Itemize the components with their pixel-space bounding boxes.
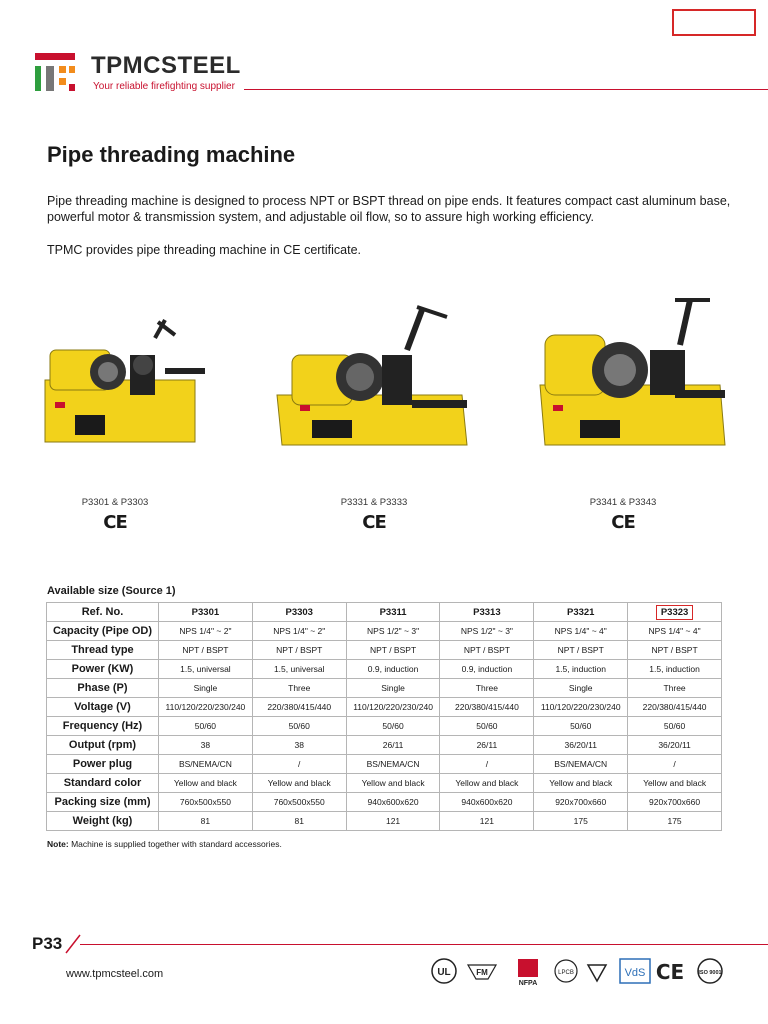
brand-tagline: Your reliable firefighting supplier (93, 81, 235, 92)
table-cell: BS/NEMA/CN (159, 755, 253, 774)
model-header: P3303 (252, 603, 346, 622)
table-cell: 1.5, induction (628, 660, 722, 679)
ce-logo-label: CE (655, 960, 685, 984)
tpmc-logo-icon (35, 53, 75, 91)
table-cell: BS/NEMA/CN (346, 755, 440, 774)
fm-logo-icon (468, 965, 496, 979)
table-cell: 760x500x550 (252, 793, 346, 812)
table-cell: 220/380/415/440 (440, 698, 534, 717)
table-cell: 26/11 (346, 736, 440, 755)
model-header: P3311 (346, 603, 440, 622)
table-cell: Yellow and black (534, 774, 628, 793)
fm-logo-label: FM (476, 968, 488, 977)
table-cell: 1.5, universal (159, 660, 253, 679)
footer-divider (80, 944, 768, 945)
table-cell: 38 (159, 736, 253, 755)
table-cell: NPS 1/4" ~ 4" (534, 622, 628, 641)
table-cell: 81 (252, 812, 346, 831)
table-note (47, 839, 282, 849)
table-cell: 920x700x660 (534, 793, 628, 812)
table-cell: / (628, 755, 722, 774)
ref-no-header: Ref. No. (47, 603, 159, 622)
table-title: Available size (Source 1) (47, 585, 176, 597)
table-cell: 1.5, universal (252, 660, 346, 679)
table-cell: NPT / BSPT (534, 641, 628, 660)
table-cell: NPT / BSPT (346, 641, 440, 660)
table-cell: 940x600x620 (346, 793, 440, 812)
ce-mark-icon: CE (611, 512, 635, 533)
ul-logo-label: UL (437, 967, 451, 978)
table-cell: 0.9, induction (346, 660, 440, 679)
table-cell: NPS 1/4" ~ 2" (252, 622, 346, 641)
table-cell: Single (346, 679, 440, 698)
table-cell: 36/20/11 (534, 736, 628, 755)
model-header: P3301 (159, 603, 253, 622)
note-text: Machine is supplied together with standard accessories. (68, 839, 282, 849)
table-cell: NPS 1/2" ~ 3" (346, 622, 440, 641)
table-cell: Yellow and black (252, 774, 346, 793)
table-row (47, 736, 722, 755)
table-cell: Yellow and black (628, 774, 722, 793)
table-cell: 50/60 (346, 717, 440, 736)
table-cell: 121 (346, 812, 440, 831)
table-row (47, 660, 722, 679)
table-cell: 110/120/220/230/240 (534, 698, 628, 717)
header-placeholder-box (672, 9, 756, 36)
table-row (47, 698, 722, 717)
table-cell: 38 (252, 736, 346, 755)
product-image-p3341 (535, 295, 735, 455)
table-cell: 26/11 (440, 736, 534, 755)
model-header: P3313 (440, 603, 534, 622)
table-cell: NPS 1/4" ~ 4" (628, 622, 722, 641)
table-row (47, 679, 722, 698)
highlight-box: P3323 (656, 605, 693, 620)
product-image-p3331 (272, 295, 472, 455)
table-cell: 121 (440, 812, 534, 831)
certification-logos (430, 955, 730, 987)
product-caption-1: P3301 & P3303 (81, 497, 149, 508)
product-caption-2: P3331 & P3333 (340, 497, 408, 508)
table-cell: 175 (628, 812, 722, 831)
website-link[interactable]: www.tpmcsteel.com (66, 968, 164, 980)
table-cell: Yellow and black (346, 774, 440, 793)
row-label: Thread type (47, 641, 159, 660)
table-cell: Single (159, 679, 253, 698)
table-cell: Three (440, 679, 534, 698)
table-row (47, 755, 722, 774)
row-label: Power plug (47, 755, 159, 774)
intro-paragraph: Pipe threading machine is designed to process NPT or BSPT thread on pipe ends. It features compact cast aluminum base, powerful motor & transmission system, and adjustable oil flow, so to assure high working efficiency. (47, 194, 731, 224)
ul-logo-icon (432, 959, 456, 983)
row-label: Capacity (Pipe OD) (47, 622, 159, 641)
table-cell: 36/20/11 (628, 736, 722, 755)
row-label: Power (KW) (47, 660, 159, 679)
table-cell: 940x600x620 (440, 793, 534, 812)
table-row (47, 717, 722, 736)
table-cell: 0.9, induction (440, 660, 534, 679)
model-header: P3321 (534, 603, 628, 622)
nfpa-logo-label: NFPA (518, 980, 538, 987)
bsi-kitemark-icon (588, 965, 606, 981)
table-cell: 50/60 (534, 717, 628, 736)
table-cell: 81 (159, 812, 253, 831)
table-cell: NPT / BSPT (440, 641, 534, 660)
table-cell: 50/60 (159, 717, 253, 736)
table-cell: 175 (534, 812, 628, 831)
table-cell: NPS 1/4" ~ 2" (159, 622, 253, 641)
page-number: P33 (32, 934, 63, 953)
vds-logo-icon (620, 959, 650, 983)
note-label: Note: (47, 839, 69, 849)
table-cell: Three (628, 679, 722, 698)
table-cell: NPT / BSPT (628, 641, 722, 660)
lpcb-logo-icon (555, 960, 577, 982)
row-label: Output (rpm) (47, 736, 159, 755)
table-cell: NPT / BSPT (252, 641, 346, 660)
table-cell: 110/120/220/230/240 (159, 698, 253, 717)
table-cell: 920x700x660 (628, 793, 722, 812)
table-cell: BS/NEMA/CN (534, 755, 628, 774)
table-cell: / (252, 755, 346, 774)
table-row (47, 622, 722, 641)
ce-mark-icon: CE (362, 512, 386, 533)
iso-logo-label: ISO 9001 (698, 970, 722, 976)
nfpa-logo-icon (518, 959, 538, 987)
table-cell: Single (534, 679, 628, 698)
vds-logo-label: VdS (624, 967, 646, 979)
header-divider (244, 89, 768, 90)
brand-name: TPMCSTEEL (91, 52, 241, 79)
spec-table (46, 602, 722, 831)
row-label: Weight (kg) (47, 812, 159, 831)
table-cell: 50/60 (440, 717, 534, 736)
table-cell: / (440, 755, 534, 774)
iso-9001-logo-icon (698, 959, 722, 983)
table-row (47, 793, 722, 812)
table-row (47, 774, 722, 793)
table-cell: NPS 1/2" ~ 3" (440, 622, 534, 641)
table-cell: Yellow and black (440, 774, 534, 793)
table-cell: 1.5, induction (534, 660, 628, 679)
table-header-row (47, 603, 722, 622)
product-image-p3301 (40, 310, 210, 450)
model-header-highlighted (628, 603, 722, 622)
product-caption-3: P3341 & P3343 (589, 497, 657, 508)
table-cell: Three (252, 679, 346, 698)
certificate-paragraph: TPMC provides pipe threading machine in CE certificate. (47, 243, 362, 257)
table-cell: 50/60 (252, 717, 346, 736)
ce-logo-icon (656, 960, 684, 984)
row-label: Standard color (47, 774, 159, 793)
table-cell: NPT / BSPT (159, 641, 253, 660)
row-label: Voltage (V) (47, 698, 159, 717)
table-cell: 760x500x550 (159, 793, 253, 812)
table-row (47, 641, 722, 660)
page-title: Pipe threading machine (47, 142, 296, 167)
table-row (47, 812, 722, 831)
row-label: Frequency (Hz) (47, 717, 159, 736)
table-cell: 220/380/415/440 (628, 698, 722, 717)
table-cell: 110/120/220/230/240 (346, 698, 440, 717)
row-label: Phase (P) (47, 679, 159, 698)
table-cell: 220/380/415/440 (252, 698, 346, 717)
row-label: Packing size (mm) (47, 793, 159, 812)
table-cell: Yellow and black (159, 774, 253, 793)
ce-mark-icon: CE (103, 512, 127, 533)
table-cell: 50/60 (628, 717, 722, 736)
lpcb-logo-label: LPCB (558, 970, 574, 976)
